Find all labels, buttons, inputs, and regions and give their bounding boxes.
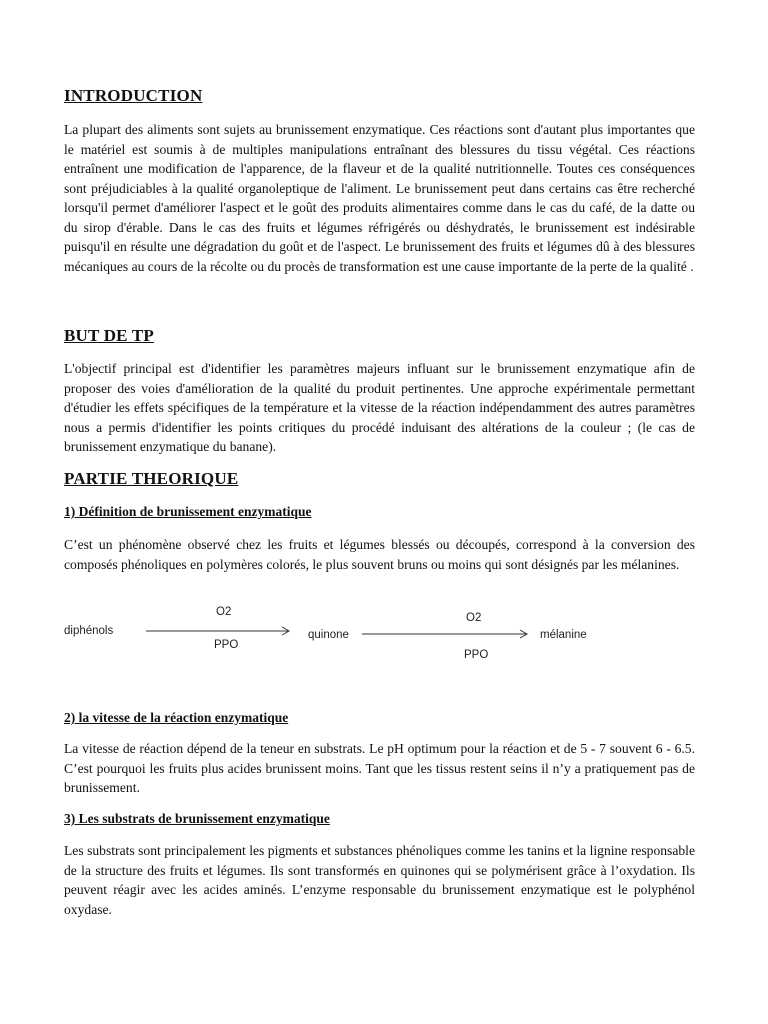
substrate-label: diphénols — [64, 625, 114, 637]
cofactor-label-1: O2 — [216, 606, 232, 618]
definition-paragraph: C’est un phénomène observé chez les fruits et légumes blessés ou découpés, correspond à la conversion des composés phénoliques en polymères colorés, le plus souvent bruns ou moins qui sont désignés par les mélanines. — [64, 537, 695, 572]
but-de-tp-paragraph: L'objectif principal est d'identifier les paramètres majeurs influant sur le brunissement enzymatique afin de proposer des voies d'amélioration de la qualité du produit pertinentes. Une approche expérimentale permettant d'étudier les effets spécifiques de la température et la vitesse de la réaction indépendamment des autres paramètres nous a permis d'identifier les points critiques du procédé induisant des altérations de la couleur ; (le cas de brunissement enzymatique du banane). — [64, 361, 695, 454]
enzyme-label-1: PPO — [214, 639, 239, 651]
partie-theorique-heading: PARTIE THEORIQUE — [64, 469, 239, 488]
introduction-paragraph: La plupart des aliments sont sujets au brunissement enzymatique. Ces réactions sont d'autant plus importantes que le matériel est soumis à de multiples manipulations entraînant des blessures du tissu végétal. Ces réactions entraînent une modification de l'apparence, de la flaveur et de la qualité nutritionnelle. Toutes ces conséquences sont préjudiciables à la qualité organoleptique de l'aliment. Le brunissement peut dans certains cas être recherché lorsqu'il permet d'améliorer l'aspect et le goût des produits alimentaires comme dans le cas du café, de la datte ou du sirop d'érable. Dans le cas des fruits et légumes réfrigérés ou déshydratés, le brunissement est indésirable puisqu'il en résulte une dégradation du goût et de l'aspect. Le brunissement des fruits et légumes dû à des blessures mécaniques au cours de la récolte ou du procès de transformation est une cause importante de la perte de la qualité . — [64, 122, 695, 274]
definition-subheading: 1) Définition de brunissement enzymatique — [64, 504, 312, 519]
substrats-paragraph: Les substrats sont principalement les pigments et substances phénoliques comme les tanins et la lignine responsable de la structure des fruits et légumes. Ils sont transformés en quinones qui se polymérisent grâce à l’oxydation. Ils peuvent réagir avec les acides aminés. L’enzyme responsable du brunissement enzymatique est le polyphénol oxydase. — [64, 843, 695, 917]
enzyme-label-2: PPO — [464, 649, 489, 661]
introduction-heading: INTRODUCTION — [64, 86, 203, 105]
substrats-subheading: 3) Les substrats de brunissement enzymatique — [64, 811, 330, 826]
reaction-scheme — [64, 603, 695, 665]
reaction-arrow-1 — [146, 625, 296, 637]
intermediate-label: quinone — [308, 629, 349, 641]
product-label: mélanine — [540, 629, 587, 641]
vitesse-subheading: 2) la vitesse de la réaction enzymatique — [64, 710, 289, 725]
cofactor-label-2: O2 — [466, 612, 482, 624]
but-de-tp-heading: BUT DE TP — [64, 326, 154, 345]
vitesse-paragraph: La vitesse de réaction dépend de la teneur en substrats. Le pH optimum pour la réaction et de 5 - 7 souvent 6 - 6.5. C’est pourquoi les fruits plus acides brunissent moins. Tant que les tissus restent seins il n’y a pratiquement pas de brunissement. — [64, 741, 695, 795]
reaction-arrow-2 — [362, 628, 534, 640]
